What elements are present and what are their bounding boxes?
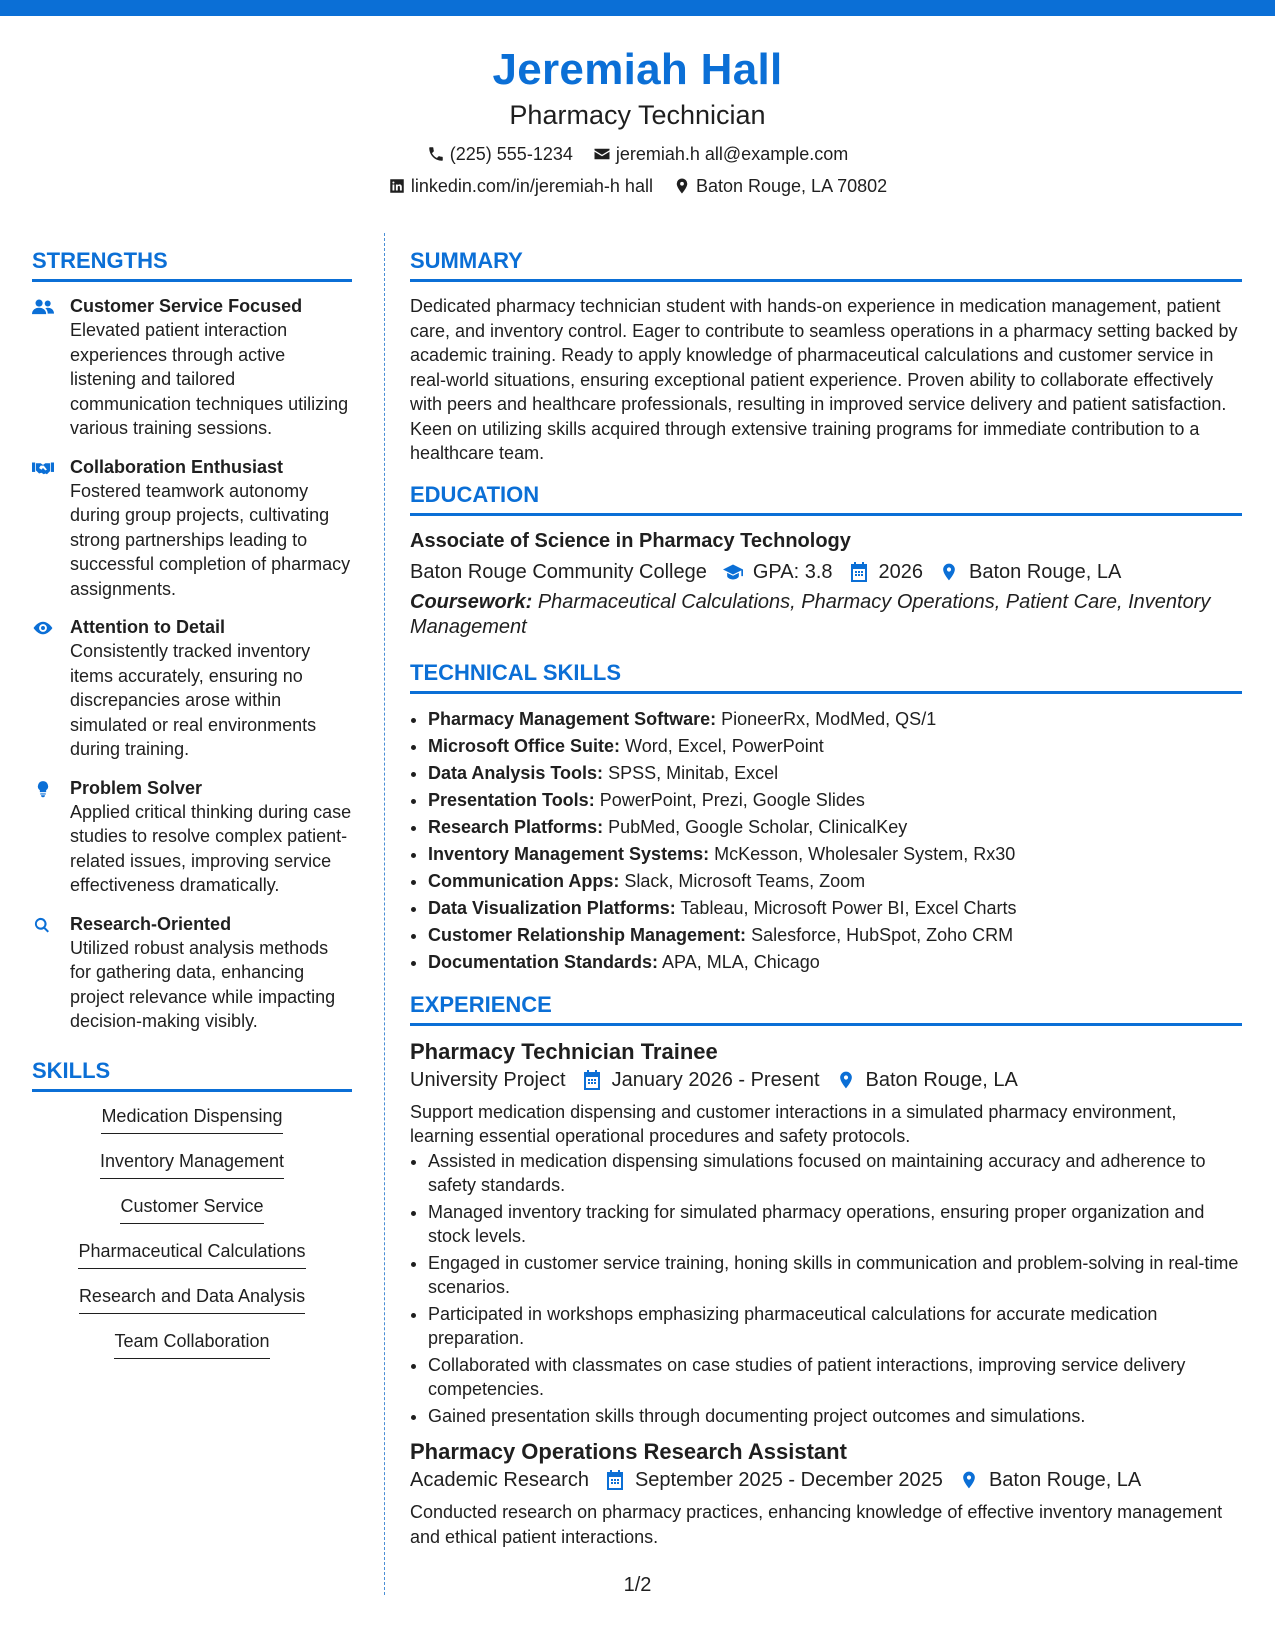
tech-skill-label: Customer Relationship Management: — [428, 924, 747, 945]
tech-skill-item — [428, 760, 1242, 787]
job-bullet: • Engaged in customer service training, honing skills in communication and problem-solving in real-time scenarios. — [428, 1251, 1242, 1300]
strength-item — [32, 294, 352, 441]
strength-title: Research-Oriented — [70, 913, 232, 934]
experience-heading: EXPERIENCE — [410, 990, 1242, 1026]
strength-title: Customer Service Focused — [70, 296, 303, 316]
strength-title: Collaboration Enthusiast — [70, 456, 284, 477]
job-entry — [410, 1438, 1242, 1549]
strength-desc: Applied critical thinking during case studies to resolve complex patient-related issues, improving service effectiveness dramatically. — [70, 801, 352, 895]
tech-skill-label: Microsoft Office Suite: — [428, 735, 621, 756]
linkedin-contact[interactable] — [388, 174, 653, 198]
strength-title: Problem Solver — [70, 777, 203, 798]
education-heading: EDUCATION — [410, 480, 1242, 516]
skill-item: Pharmaceutical Calculations — [78, 1239, 305, 1269]
linkedin-text: linkedin.com/in/jeremiah-h hall — [410, 176, 653, 196]
job-org: University Project — [410, 1068, 566, 1091]
map-pin-icon — [673, 177, 691, 195]
skills-heading: SKILLS — [32, 1056, 352, 1092]
linkedin-icon — [388, 177, 406, 195]
calendar-icon — [605, 1470, 625, 1490]
tech-skill-label: Research Platforms: — [428, 816, 604, 837]
job-org: Academic Research — [410, 1469, 589, 1491]
phone-contact — [427, 142, 573, 166]
strength-desc: Utilized robust analysis methods for gathering data, enhancing project relevance while impacting decision-making visibly. — [70, 937, 336, 1031]
candidate-title: Pharmacy Technician — [509, 100, 766, 130]
job-dates: January 2026 - Present — [611, 1068, 820, 1091]
map-pin-icon — [836, 1070, 856, 1090]
job-location: Baton Rouge, LA — [988, 1469, 1142, 1491]
job-title: Pharmacy Technician Trainee — [410, 1038, 718, 1064]
tech-skill-value: APA, MLA, Chicago — [662, 951, 820, 972]
strength-desc: Consistently tracked inventory items accurately, ensuring no discrepancies arose within simulated or real environments during training. — [70, 641, 317, 759]
job-location: Baton Rouge, LA — [865, 1068, 1018, 1091]
tech-skill-item — [428, 949, 1242, 976]
tech-skill-item — [428, 868, 1242, 895]
location-contact — [673, 174, 887, 198]
summary-text: Dedicated pharmacy technician student with hands-on experience in medication management, patient care, and inventory control. Eager to contribute to seamless operations in a pharmacy setting backed by academic training. Ready to apply knowledge of pharmaceutical calculations and customer service in real-world situations, ensuring exceptional patient experience. Proven ability to collaborate effectively with peers and healthcare professionals, resulting in improved service delivery and patient satisfaction. Keen on utilizing skills acquired through extensive training programs for immediate contribution to a healthcare team. — [410, 296, 1238, 463]
technical-skills-heading: TECHNICAL SKILLS — [410, 658, 1242, 694]
job-bullet: • Collaborated with classmates on case studies of patient interactions, improving service delivery competencies. — [428, 1353, 1242, 1402]
skill-item: Customer Service — [120, 1194, 263, 1224]
job-bullet: • Assisted in medication dispensing simulations focused on maintaining accuracy and adherence to safety standards. — [428, 1149, 1242, 1198]
map-pin-icon — [939, 562, 959, 582]
search-icon — [32, 915, 54, 935]
job-meta — [410, 1466, 1242, 1494]
tech-skill-value: McKesson, Wholesaler System, Rx30 — [714, 843, 1016, 864]
page-number: 1/2 — [623, 1574, 652, 1596]
handshake-icon — [32, 458, 54, 478]
strength-item — [32, 615, 352, 762]
eye-icon — [32, 618, 54, 638]
calendar-icon — [849, 562, 869, 582]
tech-skill-value: PioneerRx, ModMed, QS/1 — [721, 708, 937, 729]
right-column — [410, 246, 1242, 1549]
skill-item: Medication Dispensing — [101, 1104, 282, 1134]
tech-skill-item — [428, 841, 1242, 868]
skill-item: Inventory Management — [100, 1149, 284, 1179]
tech-skill-item — [428, 922, 1242, 949]
education-location: Baton Rouge, LA — [969, 560, 1122, 583]
job-bullet: • Participated in workshops emphasizing pharmaceutical calculations for accurate medication preparation. — [428, 1302, 1242, 1351]
map-pin-icon — [959, 1470, 979, 1490]
column-divider — [384, 233, 385, 1595]
education-meta — [410, 558, 1242, 586]
skill-item: Research and Data Analysis — [79, 1284, 305, 1314]
tech-skill-value: PubMed, Google Scholar, ClinicalKey — [608, 816, 908, 837]
calendar-icon — [582, 1070, 602, 1090]
tech-skill-label: Data Visualization Platforms: — [428, 897, 676, 918]
job-bullet: • Managed inventory tracking for simulated pharmacy operations, ensuring proper organization and stock levels. — [428, 1200, 1242, 1249]
graduation-cap-icon — [723, 562, 743, 582]
strengths-heading: STRENGTHS — [32, 246, 352, 282]
users-icon — [32, 297, 54, 317]
tech-skill-value: Word, Excel, PowerPoint — [625, 735, 824, 756]
job-dates: September 2025 - December 2025 — [634, 1469, 943, 1491]
tech-skill-item — [428, 814, 1242, 841]
graduation-year: 2026 — [878, 560, 923, 583]
email-text: jeremiah.h all@example.com — [615, 144, 849, 164]
tech-skill-label: Pharmacy Management Software: — [428, 708, 717, 729]
strength-item — [32, 912, 352, 1034]
skills-list — [32, 1104, 352, 1374]
job-description: Support medication dispensing and customer interactions in a simulated pharmacy environment, learning essential operational procedures and safety protocols. — [410, 1101, 1177, 1146]
job-entry — [410, 1038, 1242, 1429]
skill-item: Team Collaboration — [114, 1329, 269, 1359]
candidate-name: Jeremiah Hall — [492, 45, 783, 94]
strength-item — [32, 776, 352, 898]
strength-desc: Elevated patient interaction experiences through active listening and tailored communication techniques utilizing various training sessions. — [70, 320, 349, 438]
coursework-label: Coursework: — [410, 590, 533, 613]
tech-skill-value: PowerPoint, Prezi, Google Slides — [599, 789, 865, 810]
technical-skills-list — [410, 706, 1242, 976]
degree-title: Associate of Science in Pharmacy Technology — [410, 529, 851, 552]
phone-text: (225) 555-1234 — [449, 144, 573, 164]
summary-heading: SUMMARY — [410, 246, 1242, 282]
tech-skill-item — [428, 895, 1242, 922]
tech-skill-value: Tableau, Microsoft Power BI, Excel Charts — [680, 897, 1017, 918]
location-text: Baton Rouge, LA 70802 — [695, 176, 888, 196]
coursework — [410, 590, 1242, 640]
tech-skill-item — [428, 706, 1242, 733]
tech-skill-item — [428, 733, 1242, 760]
gpa-text: GPA: 3.8 — [752, 560, 833, 583]
strength-title: Attention to Detail — [70, 617, 225, 637]
tech-skill-value: SPSS, Minitab, Excel — [608, 762, 779, 783]
job-bullets — [410, 1149, 1242, 1429]
envelope-icon — [593, 145, 611, 163]
strength-item — [32, 455, 352, 602]
tech-skill-value: Salesforce, HubSpot, Zoho CRM — [751, 924, 1014, 945]
strength-desc: Fostered teamwork autonomy during group projects, cultivating strong partnerships leading to successful completion of pharmacy assignments. — [70, 480, 351, 599]
email-contact[interactable] — [593, 142, 848, 166]
school-name: Baton Rouge Community College — [410, 560, 707, 583]
lightbulb-icon — [32, 779, 54, 799]
tech-skill-label: Documentation Standards: — [428, 951, 659, 972]
tech-skill-item — [428, 787, 1242, 814]
coursework-text: Pharmaceutical Calculations, Pharmacy Operations, Patient Care, Inventory Management — [410, 590, 1211, 638]
job-title: Pharmacy Operations Research Assistant — [410, 1439, 847, 1464]
tech-skill-label: Presentation Tools: — [428, 789, 595, 810]
contact-row-1 — [0, 142, 1275, 166]
tech-skill-label: Data Analysis Tools: — [428, 762, 604, 783]
job-bullet: • Gained presentation skills through documenting project outcomes and simulations. — [428, 1404, 1242, 1429]
tech-skill-label: Inventory Management Systems: — [428, 843, 710, 864]
job-description: Conducted research on pharmacy practices, enhancing knowledge of effective inventory management and ethical patient interactions. — [410, 1502, 1223, 1547]
top-accent-bar — [0, 0, 1275, 16]
left-column — [32, 246, 352, 1374]
tech-skill-label: Communication Apps: — [428, 870, 620, 891]
resume-header — [0, 42, 1275, 198]
phone-icon — [427, 145, 445, 163]
contact-row-2 — [0, 174, 1275, 198]
tech-skill-value: Slack, Microsoft Teams, Zoom — [624, 870, 866, 891]
job-meta — [410, 1066, 1242, 1094]
